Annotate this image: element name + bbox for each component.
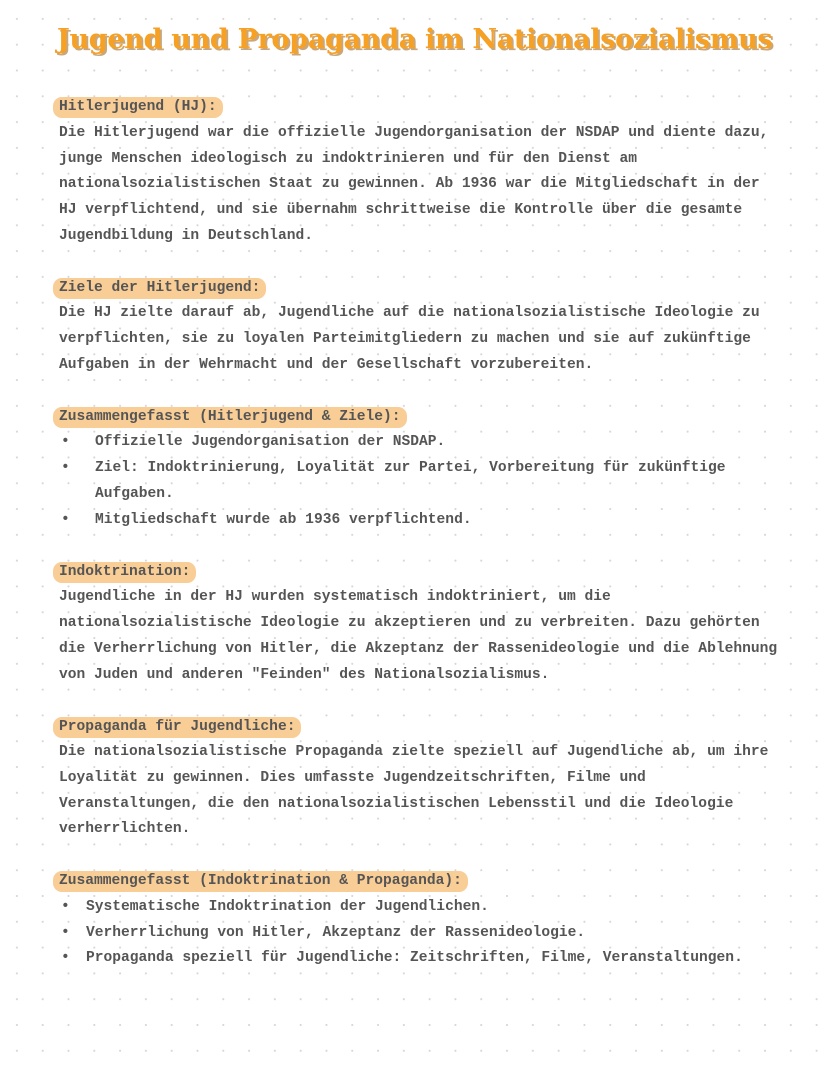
paragraph-line: verherrlichten. xyxy=(59,821,191,838)
bullet-item xyxy=(59,508,819,534)
bullet-continuation: Aufgaben. xyxy=(95,485,174,502)
bullet-text: Verherrlichung von Hitler, Akzeptanz der Rassenideologie. xyxy=(86,924,586,941)
paragraph-line: nationalsozialistischen Staat zu gewinnen. Ab 1936 war die Mitgliedschaft in der xyxy=(59,176,760,193)
paragraph-line: nationalsozialistische Ideologie zu akzeptieren und zu verbreiten. Dazu gehörten xyxy=(59,614,760,631)
bullet-text: Systematische Indoktrination der Jugendlichen. xyxy=(86,898,489,915)
paragraph-line: Jugendliche in der HJ wurden systematisch indoktriniert, um die xyxy=(59,589,611,606)
section-heading: Propaganda für Jugendliche: xyxy=(53,717,301,738)
bullet-item xyxy=(59,946,819,972)
section-heading: Hitlerjugend (HJ): xyxy=(53,97,223,118)
paragraph-line: Die nationalsozialistische Propaganda zielte speziell auf Jugendliche ab, um ihre xyxy=(59,743,769,760)
section-heading: Indoktrination: xyxy=(53,562,196,583)
section-indoktrination xyxy=(59,559,819,688)
paragraph-line: Jugendbildung in Deutschland. xyxy=(59,227,313,244)
paragraph-line: die Verherrlichung von Hitler, die Akzeptanz der Rassenideologie und die Ablehnung xyxy=(59,640,778,657)
paragraph-line: verpflichten, sie zu loyalen Parteimitgliedern zu machen und sie auf zukünftige xyxy=(59,331,751,348)
bullet-icon: • xyxy=(61,460,70,477)
paragraph-line: Die HJ zielte darauf ab, Jugendliche auf die nationalsozialistische Ideologie zu xyxy=(59,305,760,322)
paragraph-line: junge Menschen ideologisch zu indoktrinieren und für den Dienst am xyxy=(59,150,638,167)
bullet-item xyxy=(59,430,819,456)
bullet-item xyxy=(59,921,819,947)
section-propaganda xyxy=(59,714,819,843)
bullet-item xyxy=(59,895,819,921)
section-summary-2 xyxy=(59,869,819,972)
bullet-icon: • xyxy=(61,950,70,967)
bullet-text: Ziel: Indoktrinierung, Loyalität zur Partei, Vorbereitung für zukünftige xyxy=(95,460,726,477)
section-summary-1 xyxy=(59,405,819,534)
bullet-text: Propaganda speziell für Jugendliche: Zeitschriften, Filme, Veranstaltungen. xyxy=(86,950,743,967)
bullet-item xyxy=(59,456,819,482)
bullet-icon: • xyxy=(61,434,70,451)
section-heading: Zusammengefasst (Hitlerjugend & Ziele): xyxy=(53,407,407,428)
paragraph-line: Veranstaltungen, die den nationalsozialistischen Lebensstil und die Ideologie xyxy=(59,795,734,812)
paragraph-line: HJ verpflichtend, und sie übernahm schrittweise die Kontrolle über die gesamte xyxy=(59,202,743,219)
paragraph-line: von Juden und anderen "Feinden" des Nationalsozialismus. xyxy=(59,666,550,683)
section-hitlerjugend xyxy=(59,95,819,250)
paragraph-line: Aufgaben in der Wehrmacht und der Gesellschaft vorzubereiten. xyxy=(59,356,594,373)
paragraph-line: Loyalität zu gewinnen. Dies umfasste Jugendzeitschriften, Filme und xyxy=(59,769,646,786)
section-heading: Zusammengefasst (Indoktrination & Propaganda): xyxy=(53,871,468,892)
section-heading: Ziele der Hitlerjugend: xyxy=(53,278,266,299)
paragraph-line: Die Hitlerjugend war die offizielle Jugendorganisation der NSDAP und diente dazu, xyxy=(59,124,769,141)
section-ziele xyxy=(59,276,819,379)
bullet-text: Mitgliedschaft wurde ab 1936 verpflichtend. xyxy=(95,511,472,528)
document-body xyxy=(59,95,819,972)
bullet-icon: • xyxy=(61,924,70,941)
page-title: Jugend und Propaganda im Nationalsozialismus xyxy=(57,24,773,55)
bullet-text: Offizielle Jugendorganisation der NSDAP. xyxy=(95,434,446,451)
bullet-icon: • xyxy=(61,898,70,915)
bullet-icon: • xyxy=(61,511,70,528)
